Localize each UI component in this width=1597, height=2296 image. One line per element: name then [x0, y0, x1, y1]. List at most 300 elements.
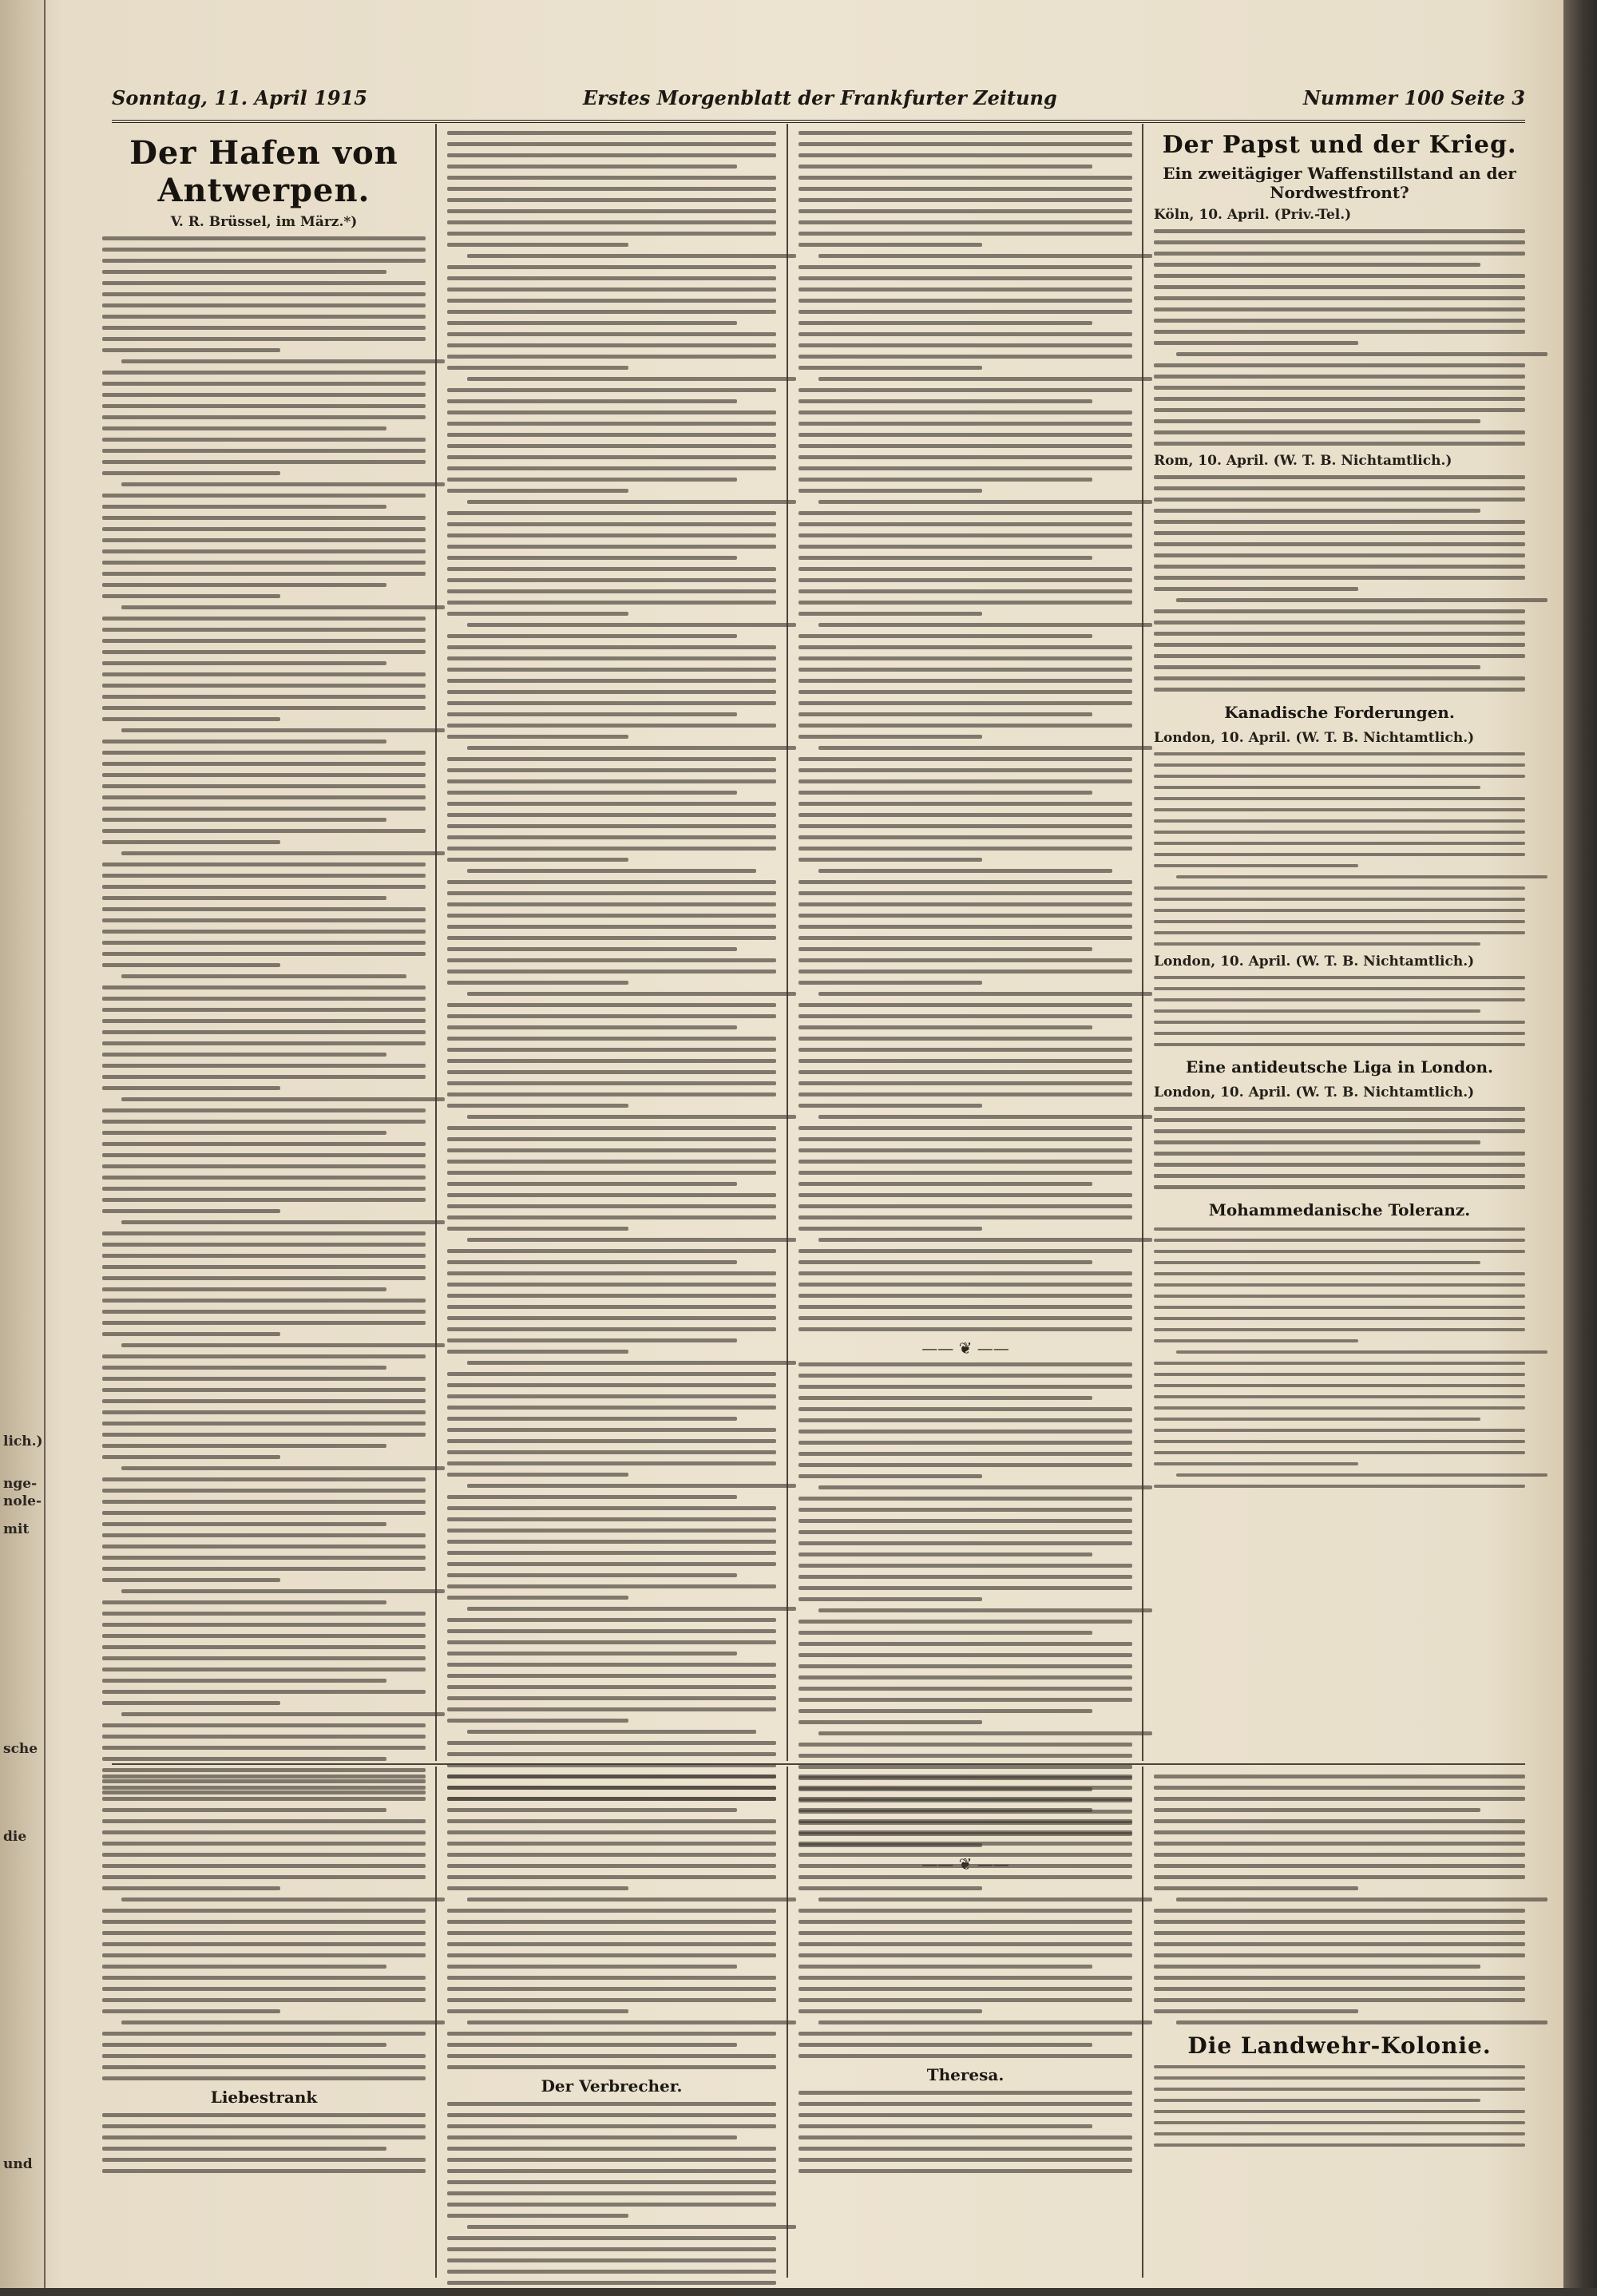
text-line — [447, 813, 776, 817]
text-line — [102, 1030, 426, 1034]
text-line — [1154, 1395, 1525, 1399]
text-line — [447, 1685, 776, 1689]
text-line — [447, 1629, 776, 1633]
text-line — [1154, 2088, 1525, 2092]
text-line — [798, 1830, 1132, 1834]
book-binding — [1563, 0, 1597, 2288]
adjacent-page-edge — [0, 0, 46, 2288]
text-line — [1154, 1797, 1525, 1801]
text-line — [1154, 632, 1525, 636]
text-line — [447, 2214, 628, 2218]
text-line — [102, 1987, 426, 1991]
text-line — [798, 2091, 1132, 2095]
text-line — [102, 303, 426, 307]
text-line — [447, 768, 776, 772]
text-line — [798, 1698, 1132, 1702]
text-line — [102, 963, 280, 967]
text-line — [798, 656, 1132, 660]
text-line — [798, 970, 1132, 974]
text-line — [447, 712, 737, 716]
text-line — [467, 377, 796, 381]
text-line — [1176, 875, 1547, 879]
text-line — [447, 1215, 776, 1219]
text-line — [1154, 819, 1525, 823]
text-line — [447, 1204, 776, 1208]
section-divider: —— ❦ —— — [921, 1338, 1009, 1358]
text-line — [798, 1160, 1132, 1164]
text-line — [1154, 531, 1525, 535]
text-line — [121, 851, 445, 855]
text-line — [447, 165, 737, 169]
text-line — [102, 594, 280, 598]
text-line — [447, 701, 776, 705]
text-line — [102, 795, 426, 799]
text-line — [447, 1786, 776, 1790]
article-body — [1154, 976, 1525, 1047]
text-line — [102, 1086, 280, 1090]
text-line — [1154, 1976, 1525, 1980]
text-line — [798, 444, 1132, 448]
edge-fragment: nge- — [3, 1476, 38, 1492]
masthead-title: Erstes Morgenblatt der Frankfurter Zeitung — [583, 86, 1057, 109]
text-line — [798, 768, 1132, 772]
feuilleton-column-1 — [102, 1770, 426, 2281]
text-line — [447, 444, 776, 448]
text-line — [447, 332, 776, 336]
text-line — [447, 299, 776, 303]
text-line — [447, 220, 776, 224]
text-line — [798, 433, 1132, 437]
text-line — [1154, 886, 1525, 890]
text-line — [447, 1920, 776, 1924]
text-line — [102, 1578, 280, 1582]
text-line — [102, 1522, 386, 1526]
text-line — [447, 1909, 776, 1913]
text-line — [1154, 2099, 1480, 2103]
text-line — [1154, 898, 1525, 902]
text-line — [1154, 1306, 1525, 1310]
text-line — [447, 1305, 776, 1309]
text-line — [798, 634, 1092, 638]
text-line — [447, 1808, 737, 1812]
text-line — [102, 941, 426, 945]
text-line — [798, 567, 1132, 571]
text-line — [447, 1249, 776, 1253]
text-line — [447, 2065, 776, 2069]
text-line — [798, 1441, 1132, 1445]
text-line — [1154, 1909, 1525, 1913]
text-line — [798, 802, 1132, 806]
text-line — [447, 209, 776, 213]
poem-title: Theresa. — [926, 2065, 1005, 2084]
text-line — [798, 914, 1132, 918]
text-line — [447, 511, 776, 515]
edge-fragment: mit — [3, 1521, 30, 1537]
text-line — [818, 1897, 1152, 1901]
text-line — [102, 2065, 426, 2069]
text-line — [798, 176, 1132, 180]
text-line — [102, 449, 426, 453]
text-line — [102, 1645, 426, 1649]
column-rule — [435, 124, 437, 1761]
text-line — [102, 1422, 426, 1426]
feuilleton-column-4 — [1154, 1770, 1525, 2281]
text-line — [447, 533, 776, 537]
text-line — [447, 1461, 776, 1465]
text-line — [1154, 341, 1358, 345]
text-line — [798, 1631, 1092, 1635]
text-line — [447, 276, 776, 280]
text-line — [102, 1556, 426, 1560]
text-line — [447, 1797, 776, 1801]
text-line — [1154, 1140, 1480, 1144]
text-line — [102, 270, 386, 274]
text-line — [1154, 808, 1525, 812]
text-line — [1154, 797, 1525, 801]
text-line — [102, 684, 426, 688]
text-line — [798, 1842, 1132, 1846]
text-line — [102, 292, 426, 296]
text-line — [447, 1640, 776, 1644]
headline-papst-krieg: Der Papst und der Krieg. — [1162, 131, 1517, 159]
text-line — [447, 433, 776, 437]
text-line — [1154, 274, 1525, 278]
text-line — [447, 2124, 776, 2128]
text-line — [102, 1041, 426, 1045]
text-line — [798, 1171, 1132, 1175]
text-line — [1154, 2143, 1525, 2147]
text-line — [102, 1444, 386, 1448]
text-line — [798, 243, 982, 247]
text-line — [798, 2158, 1132, 2162]
text-line — [102, 1775, 426, 1779]
text-line — [121, 1466, 445, 1470]
text-line — [798, 835, 1132, 839]
text-line — [447, 891, 776, 895]
text-line — [447, 1987, 776, 1991]
text-line — [798, 612, 982, 616]
text-line — [1154, 1775, 1525, 1779]
text-line — [447, 1070, 776, 1074]
text-line — [102, 1265, 426, 1269]
text-line — [1154, 2110, 1525, 2114]
text-line — [447, 1327, 776, 1331]
text-line — [102, 1842, 426, 1846]
text-line — [1154, 1185, 1525, 1189]
text-line — [1154, 576, 1525, 580]
text-line — [447, 1506, 776, 1510]
text-line — [447, 422, 776, 426]
text-line — [447, 2281, 776, 2285]
text-line — [447, 1830, 776, 1834]
text-line — [798, 1003, 1132, 1007]
text-line — [1154, 1953, 1525, 1957]
text-line — [467, 500, 796, 504]
text-line — [102, 426, 386, 430]
text-line — [447, 1965, 737, 1969]
text-line — [798, 1385, 1132, 1389]
text-line — [447, 522, 776, 526]
article-body — [1154, 752, 1525, 946]
text-line — [447, 1182, 737, 1186]
text-line — [447, 366, 628, 370]
article-body — [1154, 229, 1525, 446]
text-line — [102, 1366, 386, 1370]
text-line — [1154, 430, 1525, 434]
text-line — [447, 1752, 776, 1756]
text-line — [102, 1533, 426, 1537]
text-line — [1154, 296, 1525, 300]
text-line — [447, 2247, 776, 2251]
text-line — [798, 1014, 1132, 1018]
text-line — [447, 1260, 737, 1264]
text-line — [798, 1765, 1132, 1769]
text-line — [102, 1489, 426, 1493]
text-line — [102, 829, 426, 833]
text-line — [1154, 565, 1525, 569]
text-line — [1154, 643, 1525, 647]
text-line — [447, 1473, 628, 1477]
text-line — [798, 321, 1092, 325]
text-line — [1176, 598, 1547, 602]
text-line — [798, 2113, 1132, 2117]
text-line — [447, 2180, 776, 2184]
text-line — [447, 131, 776, 135]
text-line — [102, 1108, 426, 1112]
text-line — [798, 1396, 1092, 1400]
text-line — [1154, 520, 1525, 524]
text-line — [467, 746, 796, 750]
edge-fragment: sche — [3, 1741, 38, 1757]
article-body — [447, 131, 776, 1801]
text-line — [102, 1746, 426, 1750]
text-line — [798, 265, 1132, 269]
feuilleton-body — [102, 1775, 426, 2080]
text-line — [102, 1433, 426, 1437]
text-line — [798, 679, 1132, 683]
text-line — [102, 1735, 426, 1739]
text-line — [102, 348, 280, 352]
text-line — [798, 2102, 1132, 2106]
text-line — [798, 1797, 1132, 1801]
text-line — [447, 1775, 776, 1779]
text-line — [798, 1620, 1132, 1624]
text-line — [447, 2054, 776, 2058]
text-line — [102, 918, 426, 922]
text-line — [447, 1126, 776, 1130]
text-line — [447, 981, 628, 985]
text-line — [102, 862, 426, 866]
text-line — [1154, 920, 1525, 924]
text-line — [447, 1853, 776, 1857]
text-line — [1154, 1942, 1525, 1946]
text-line — [1154, 1864, 1525, 1868]
text-line — [798, 355, 1132, 359]
text-line — [818, 500, 1152, 504]
text-line — [1154, 1998, 1525, 2002]
text-line — [102, 1786, 426, 1790]
text-line — [1154, 763, 1525, 767]
text-line — [798, 1294, 1132, 1298]
text-line — [1154, 240, 1525, 244]
text-line — [1154, 1931, 1525, 1935]
text-line — [447, 1886, 628, 1890]
text-line — [447, 287, 776, 291]
text-line — [798, 645, 1132, 649]
text-line — [121, 359, 445, 363]
text-line — [1154, 386, 1525, 390]
text-line — [1154, 1875, 1525, 1879]
text-line — [798, 287, 1132, 291]
text-line — [1154, 1418, 1480, 1422]
text-line — [467, 1484, 796, 1488]
text-line — [798, 1104, 982, 1108]
text-line — [447, 2102, 776, 2106]
text-line — [447, 1171, 776, 1175]
text-line — [102, 371, 426, 375]
text-line — [467, 1361, 796, 1365]
text-line — [447, 1394, 776, 1398]
text-line — [798, 1327, 1132, 1331]
text-line — [447, 1450, 776, 1454]
text-line — [1154, 1819, 1525, 1823]
text-line — [1154, 475, 1525, 479]
text-line — [1154, 1272, 1525, 1276]
text-line — [447, 1663, 776, 1667]
text-line — [102, 1164, 426, 1168]
text-line — [102, 1931, 426, 1935]
text-line — [798, 1931, 1132, 1935]
text-line — [1154, 1853, 1525, 1857]
text-line — [447, 2236, 776, 2240]
text-line — [121, 1097, 445, 1101]
text-line — [1154, 987, 1525, 991]
text-line — [1154, 1295, 1525, 1299]
text-line — [798, 1875, 1132, 1879]
text-line — [447, 1819, 776, 1823]
text-line — [798, 511, 1132, 515]
text-line — [1154, 1152, 1525, 1156]
text-line — [102, 1008, 426, 1012]
text-line — [798, 2135, 1132, 2139]
text-line — [467, 1607, 796, 1611]
text-line — [102, 628, 426, 632]
text-line — [447, 1059, 776, 1063]
text-line — [102, 762, 426, 766]
text-line — [1154, 363, 1525, 367]
text-line — [447, 1976, 776, 1980]
text-line — [1154, 909, 1525, 913]
masthead — [112, 86, 1525, 117]
text-line — [102, 1276, 426, 1280]
text-line — [102, 1886, 280, 1890]
column-1 — [102, 126, 426, 1759]
text-line — [798, 1081, 1132, 1085]
text-line — [1154, 486, 1525, 490]
dateline: Köln, 10. April. (Priv.-Tel.) — [1154, 207, 1352, 223]
text-line — [447, 1148, 776, 1152]
text-line — [447, 2032, 776, 2036]
text-line — [102, 1965, 386, 1969]
text-line — [102, 505, 386, 509]
text-line — [447, 1719, 628, 1723]
headline-mohammedanische-toleranz: Mohammedanische Toleranz. — [1208, 1200, 1471, 1219]
text-line — [447, 1372, 776, 1376]
text-line — [1154, 375, 1525, 379]
text-line — [447, 176, 776, 180]
text-line — [121, 482, 445, 486]
text-line — [102, 248, 426, 252]
text-line — [447, 757, 776, 761]
text-line — [798, 299, 1132, 303]
masthead-page-number: Nummer 100 Seite 3 — [1302, 86, 1525, 109]
text-line — [798, 1976, 1132, 1980]
text-line — [798, 891, 1132, 895]
text-line — [798, 556, 1092, 560]
text-line — [447, 1383, 776, 1387]
text-line — [1154, 1163, 1525, 1167]
text-line — [447, 1428, 776, 1432]
text-line — [102, 1142, 426, 1146]
text-line — [447, 1406, 776, 1410]
edge-fragment: nole- — [3, 1493, 42, 1509]
text-line — [798, 712, 1092, 716]
text-line — [1154, 2121, 1525, 2125]
text-line — [447, 321, 737, 325]
text-line — [1176, 1473, 1547, 1477]
text-line — [102, 985, 426, 989]
text-line — [102, 259, 426, 263]
text-line — [798, 1530, 1132, 1534]
text-line — [798, 1362, 1132, 1366]
text-line — [102, 1864, 426, 1868]
text-line — [818, 2020, 1152, 2024]
text-line — [102, 1998, 426, 2002]
text-line — [102, 639, 426, 643]
text-line — [447, 1495, 737, 1499]
text-line — [102, 1723, 426, 1727]
text-line — [798, 1786, 1132, 1790]
text-line — [447, 1652, 737, 1656]
text-line — [798, 880, 1132, 884]
text-line — [798, 1564, 1132, 1568]
text-line — [798, 232, 1132, 236]
text-line — [102, 1545, 426, 1549]
text-line — [447, 1741, 776, 1745]
text-line — [447, 1283, 776, 1287]
poem-body — [798, 2091, 1132, 2173]
text-line — [818, 1731, 1152, 1735]
text-line — [798, 1508, 1132, 1512]
text-line — [798, 847, 1132, 851]
text-line — [1154, 1362, 1525, 1366]
feuilleton-body — [798, 1775, 1132, 2058]
text-line — [121, 1712, 445, 1716]
text-line — [102, 516, 426, 520]
text-line — [102, 1953, 426, 1957]
text-line — [798, 902, 1132, 906]
text-line — [798, 858, 982, 862]
text-line — [1154, 1032, 1525, 1036]
text-line — [102, 471, 280, 475]
text-line — [1154, 1842, 1525, 1846]
text-line — [1154, 1440, 1525, 1444]
text-line — [102, 1797, 426, 1801]
text-line — [102, 404, 426, 408]
text-line — [798, 310, 1132, 314]
text-line — [447, 2203, 776, 2207]
text-line — [102, 538, 426, 542]
